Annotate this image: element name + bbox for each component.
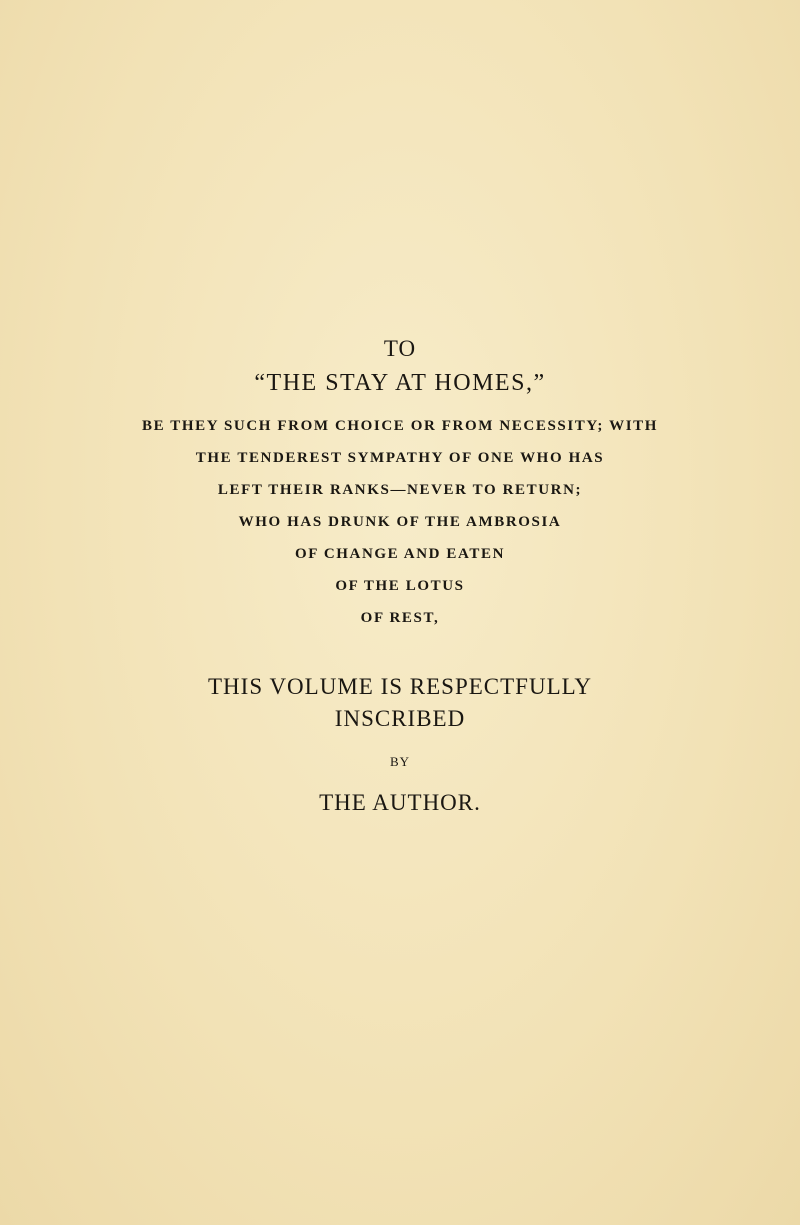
dedication-line: LEFT THEIR RANKS—NEVER TO RETURN; — [217, 482, 583, 498]
to-heading: TO — [383, 336, 417, 361]
dedication-line: THE TENDEREST SYMPATHY OF ONE WHO HAS — [195, 450, 605, 466]
dedication-line: OF THE LOTUS — [335, 578, 465, 594]
dedication-line: WHO HAS DRUNK OF THE AMBROSIA — [238, 514, 562, 530]
volume-inscription-line: INSCRIBED — [334, 706, 466, 731]
dedication-line: OF REST, — [360, 610, 440, 626]
author-signature: THE AUTHOR. — [319, 790, 481, 815]
dedication-line: BE THEY SUCH FROM CHOICE OR FROM NECESSITY; WITH — [141, 418, 659, 434]
volume-inscription-line: THIS VOLUME IS RESPECTFULLY — [208, 674, 592, 699]
by-label: BY — [389, 754, 411, 769]
dedication-line: OF CHANGE AND EATEN — [295, 546, 505, 562]
dedication-title: “THE STAY AT HOMES,” — [254, 370, 546, 396]
